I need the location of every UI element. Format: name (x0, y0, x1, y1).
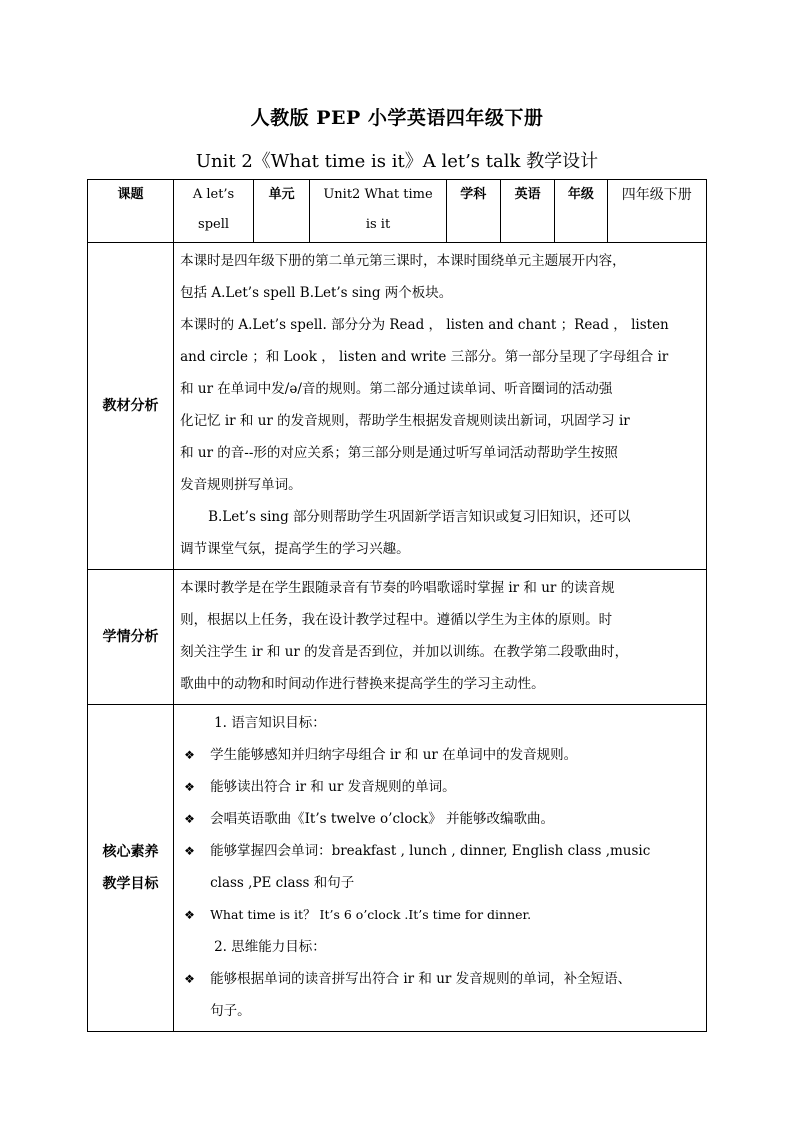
material-analysis-label: 教材分析 (88, 243, 174, 570)
diamond-dots-icon: ❖ (184, 748, 195, 762)
material-line: 本课时的 A.Let’s spell. 部分分为 Read ， listen and chant ；Read ， listen (180, 317, 669, 333)
goal-bullet-line: class ,PE class 和句子 (210, 875, 355, 891)
goal-bullet-line: 能够根据单词的读音拼写出符合 ir 和 ur 发音规则的单词，补全短语、 (210, 971, 632, 987)
unit-value (310, 180, 446, 243)
student-analysis-content (174, 570, 707, 705)
goal-bullet-line: 能够掌握四会单词：breakfast , lunch , dinner, English class ,music (210, 843, 651, 859)
teaching-goals-label-line: 教学目标 (102, 876, 159, 892)
goal-bullet (180, 899, 700, 931)
unit-value-line: Unit2 What time (323, 187, 433, 202)
student-line: 刻关注学生 ir 和 ur 的发音是否到位，并加以训练。在教学第二段歌曲时， (180, 644, 629, 660)
goal-bullet-text (210, 835, 700, 899)
goal-bullet-line: 句子。 (210, 1003, 251, 1019)
student-analysis-row (88, 570, 707, 705)
student-line: 歌曲中的动物和时间动作进行替换来提高学生的学习主动性。 (180, 676, 545, 692)
material-line: 调节课堂气氛，提高学生的学习兴趣。 (180, 541, 410, 557)
goal-bullet-text: 能够读出符合 ir 和 ur 发音规则的单词。 (210, 779, 456, 795)
teaching-goals-label-line: 核心素养 (102, 844, 159, 860)
goal-section-heading: 1. 语言知识目标： (214, 715, 326, 731)
header-row (88, 180, 707, 243)
topic-value (174, 180, 254, 243)
material-line: 本课时是四年级下册的第二单元第三课时，本课时围绕单元主题展开内容， (180, 253, 626, 269)
grade-value: 四年级下册 (607, 180, 706, 243)
teaching-goals-label (88, 705, 174, 1032)
student-analysis-label: 学情分析 (88, 570, 174, 705)
material-line: 发音规则拼写单词。 (180, 477, 302, 493)
student-line: 本课时教学是在学生跟随录音有节奏的吟唱歌谣时掌握 ir 和 ur 的读音规 (180, 580, 615, 596)
topic-value-line: spell (198, 217, 230, 232)
goal-section-heading: 2. 思维能力目标： (214, 939, 326, 955)
material-line: and circle ；和 Look ， listen and write 三部分。第一部分呈现了字母组合 ir (180, 349, 669, 365)
document-title: 人教版 PEP 小学英语四年级下册 (250, 107, 544, 129)
goal-bullet-text (210, 963, 700, 1027)
subject-value: 英语 (500, 180, 554, 243)
unit-value-line: is it (365, 217, 391, 232)
material-line: 和 ur 的音--形的对应关系；第三部分则是通过听写单词活动帮助学生按照 (180, 445, 618, 461)
material-analysis-content (174, 243, 707, 570)
goal-bullet (180, 739, 700, 771)
goal-bullet-text: 会唱英语歌曲《It’s twelve o’clock》 并能够改编歌曲。 (210, 811, 554, 827)
goal-bullet-text: What time is it？ It’s 6 o’clock .It’s time for dinner. (210, 907, 532, 922)
unit-label: 单元 (254, 180, 310, 243)
material-line: 和 ur 在单词中发/ə/音的规则。第二部分通过读单词、听音圈词的活动强 (180, 381, 613, 397)
diamond-dots-icon: ❖ (184, 972, 195, 986)
document-subtitle: Unit 2《What time is it》A let’s talk 教学设计 (195, 151, 599, 172)
goal-bullet-text: 学生能够感知并归纳字母组合 ir 和 ur 在单词中的发音规则。 (210, 747, 578, 763)
material-line: B.Let’s sing 部分则帮助学生巩固新学语言知识或复习旧知识，还可以 (208, 509, 631, 525)
subject-label: 学科 (446, 180, 500, 243)
topic-value-line: A let’s (192, 187, 235, 202)
goal-bullet (180, 963, 700, 1027)
student-line: 则，根据以上任务，我在设计教学过程中。遵循以学生为主体的原则。时 (180, 612, 613, 628)
diamond-dots-icon: ❖ (184, 908, 195, 922)
goal-bullet (180, 803, 700, 835)
topic-label: 课题 (88, 180, 174, 243)
grade-label: 年级 (555, 180, 607, 243)
diamond-dots-icon: ❖ (184, 780, 195, 794)
material-line: 化记忆 ir 和 ur 的发音规则，帮助学生根据发音规则读出新词，巩固学习 ir (180, 413, 630, 429)
lesson-plan-table (87, 179, 707, 1032)
goal-bullet (180, 835, 700, 899)
diamond-dots-icon: ❖ (184, 844, 195, 858)
diamond-dots-icon: ❖ (184, 812, 195, 826)
material-line: 包括 A.Let’s spell B.Let’s sing 两个板块。 (180, 285, 453, 301)
material-analysis-row (88, 243, 707, 570)
teaching-goals-row (88, 705, 707, 1032)
goal-bullet (180, 771, 700, 803)
teaching-goals-content (174, 705, 707, 1032)
